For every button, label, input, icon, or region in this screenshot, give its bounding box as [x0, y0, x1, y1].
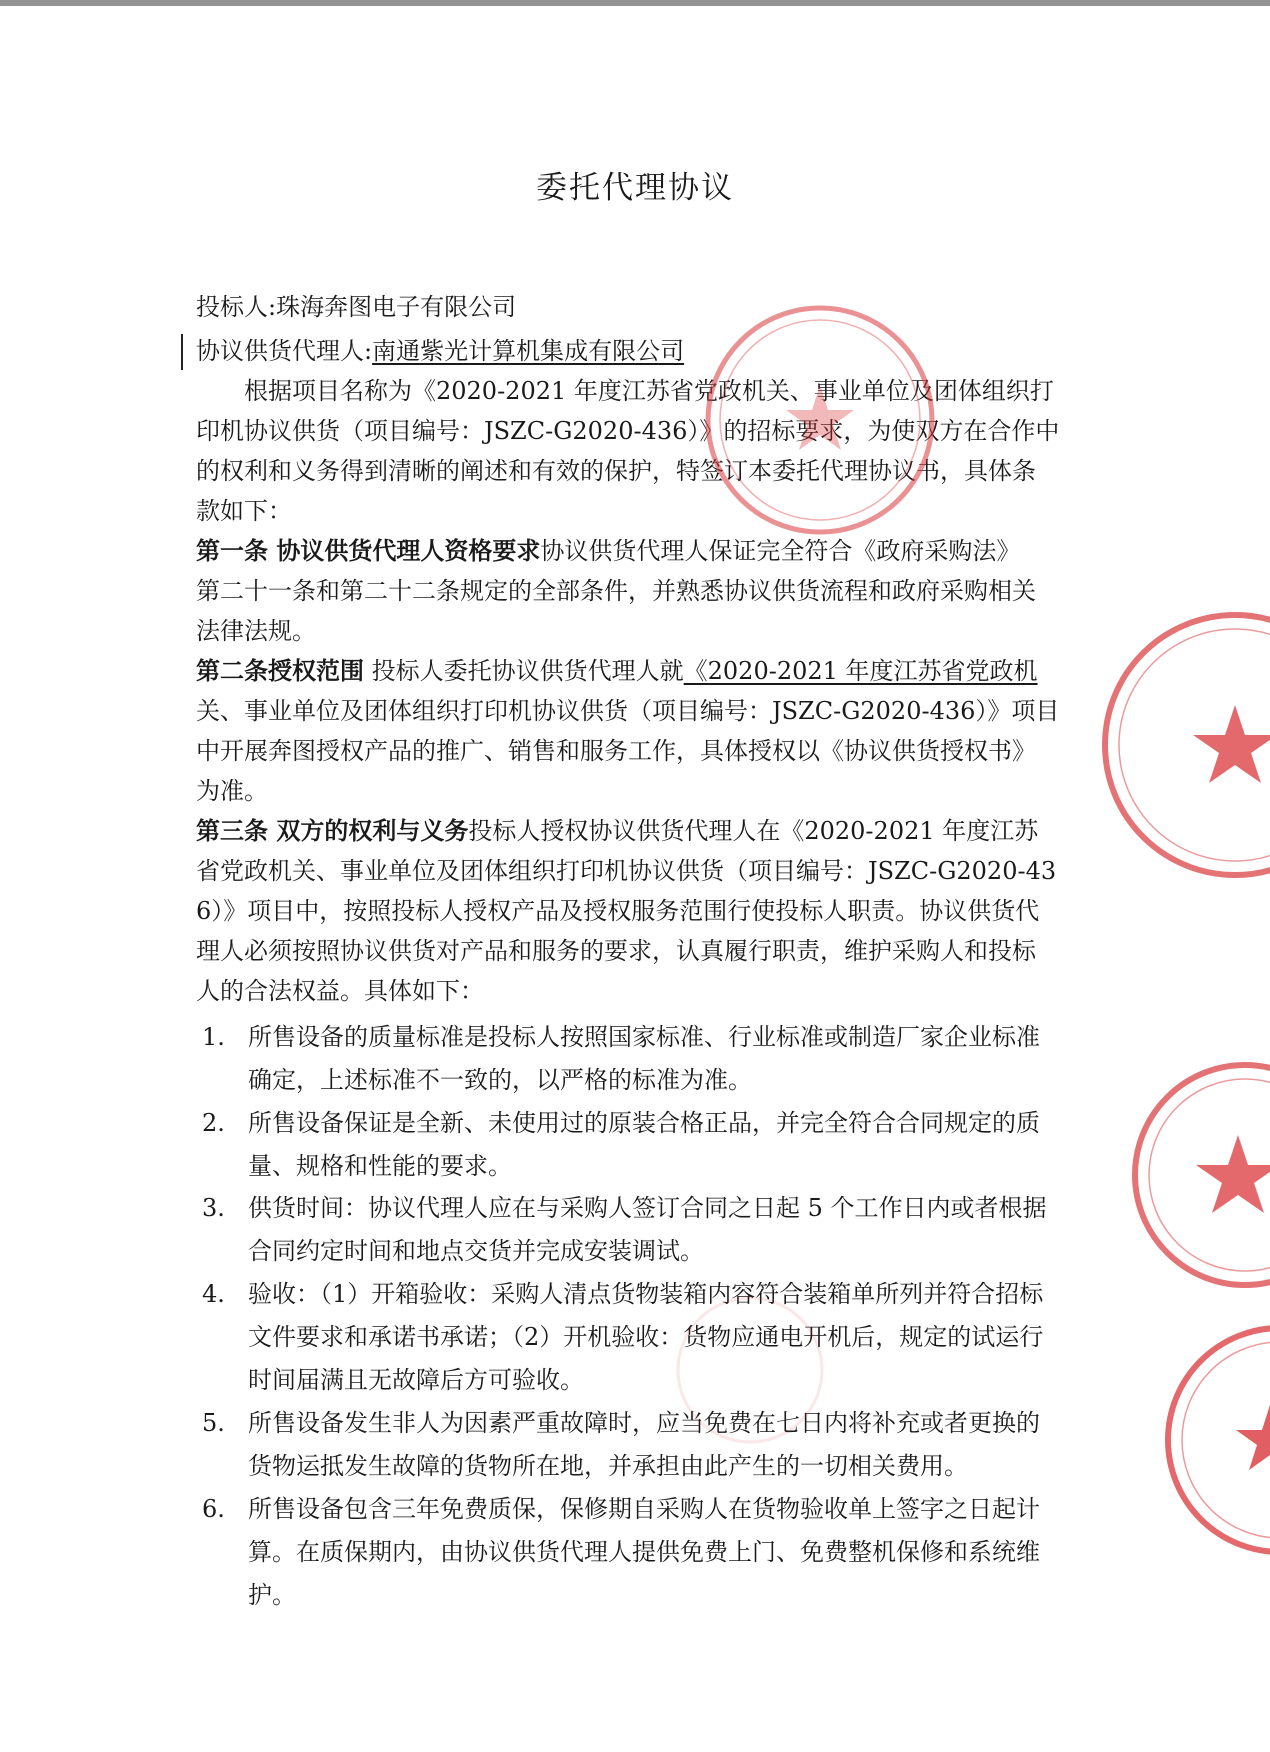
list-item-line: 所售设备保证是全新、未使用过的原装合格正品，并完全符合合同规定的质 [248, 1109, 1040, 1137]
list-item-number: 2. [202, 1109, 225, 1137]
article3-line: 理人必须按照协议供货对产品和服务的要求，认真履行职责，维护采购人和投标 [196, 937, 1036, 965]
list-item-line: 文件要求和承诺书承诺；（2）开机验收：货物应通电开机后，规定的试运行 [248, 1323, 1044, 1351]
intro-line: 印机协议供货（项目编号：JSZC-G2020-436）》的招标要求，为使双方在合作中 [196, 417, 1060, 445]
intro-line: 的权利和义务得到清晰的阐述和有效的保护，特签订本委托代理协议书，具体条 [196, 457, 1036, 485]
agent-name: 南通紫光计算机集成有限公司 [372, 337, 685, 365]
list-item-number: 1. [202, 1023, 225, 1051]
article2-line: 中开展奔图授权产品的推广、销售和服务工作，具体授权以《协议供货授权书》 [196, 737, 1036, 765]
article1-line: 第二十一条和第二十二条规定的全部条件，并熟悉协议供货流程和政府采购相关 [196, 577, 1036, 605]
bidder-name: 珠海奔图电子有限公司 [276, 293, 517, 321]
list-item-line: 时间届满且无故障后方可验收。 [248, 1366, 584, 1394]
list-item-line: 货物运抵发生故障的货物所在地，并承担由此产生的一切相关费用。 [248, 1452, 968, 1480]
agent-label: 协议供货代理人: [196, 337, 373, 365]
list-item-line: 算。在质保期内，由协议供货代理人提供免费上门、免费整机保修和系统维 [248, 1538, 1040, 1566]
article2-line: 为准。 [196, 777, 268, 805]
article3-line [196, 816, 1038, 846]
article2-heading: 第二条授权范围 [196, 656, 364, 685]
agent-line [196, 336, 684, 366]
article2-project: 《2020-2021 年度江苏省党政机 [683, 657, 1038, 685]
article2-text: 投标人委托协议供货代理人就 [364, 657, 684, 685]
intro-line: 根据项目名称为《2020-2021 年度江苏省党政机关、事业单位及团体组织打 [244, 377, 1054, 405]
list-item-number: 5. [202, 1409, 225, 1437]
list-item-line: 所售设备发生非人为因素严重故障时，应当免费在七日内将补充或者更换的 [248, 1409, 1040, 1437]
article1-line: 法律法规。 [196, 617, 316, 645]
article1-heading: 第一条 协议供货代理人资格要求 [196, 536, 541, 565]
bidder-line [196, 292, 516, 322]
article3-text: 投标人授权协议供货代理人在《2020-2021 年度江苏 [468, 817, 1039, 845]
page-title: 委托代理协议 [536, 170, 734, 206]
list-item-line: 护。 [248, 1581, 296, 1609]
agent-seal-partial-icon [1085, 610, 1270, 880]
list-item-line: 所售设备包含三年免费质保，保修期自采购人在货物验收单上签字之日起计 [248, 1495, 1040, 1523]
scan-edge [0, 0, 1270, 6]
article2-line [196, 656, 1038, 686]
list-item-number: 6. [202, 1495, 225, 1523]
article3-line: 人的合法权益。具体如下： [196, 977, 484, 1005]
list-item-line: 所售设备的质量标准是投标人按照国家标准、行业标准或制造厂家企业标准 [248, 1023, 1040, 1051]
article2-line: 关、事业单位及团体组织打印机协议供货（项目编号：JSZC-G2020-436）》项目 [196, 697, 1060, 725]
margin-mark [181, 334, 183, 370]
list-item-number: 4. [202, 1280, 225, 1308]
bidder-label: 投标人: [196, 293, 277, 321]
list-item-line: 验收：（1）开箱验收：采购人清点货物装箱内容符合装箱单所列并符合招标 [248, 1280, 1044, 1308]
bidder-seal2-partial-icon [1160, 1320, 1270, 1560]
bidder-seal-partial-icon [1110, 1060, 1270, 1290]
article1-text: 协议供货代理人保证完全符合《政府采购法》 [540, 537, 1021, 565]
list-item-line: 确定，上述标准不一致的，以严格的标准为准。 [248, 1066, 752, 1094]
list-item-line: 合同约定时间和地点交货并完成安装调试。 [248, 1237, 704, 1265]
article1-line [196, 536, 1020, 566]
list-item-line: 供货时间：协议代理人应在与采购人签订合同之日起 5 个工作日内或者根据 [248, 1194, 1047, 1222]
intro-line: 款如下： [196, 497, 292, 525]
list-item-line: 量、规格和性能的要求。 [248, 1152, 512, 1180]
list-item-number: 3. [202, 1194, 225, 1222]
article3-line: 6）》项目中，按照投标人授权产品及授权服务范围行使投标人职责。协议供货代 [196, 897, 1040, 925]
article3-heading: 第三条 双方的权利与义务 [196, 816, 469, 845]
article3-line: 省党政机关、事业单位及团体组织打印机协议供货（项目编号：JSZC-G2020-43 [196, 857, 1057, 885]
